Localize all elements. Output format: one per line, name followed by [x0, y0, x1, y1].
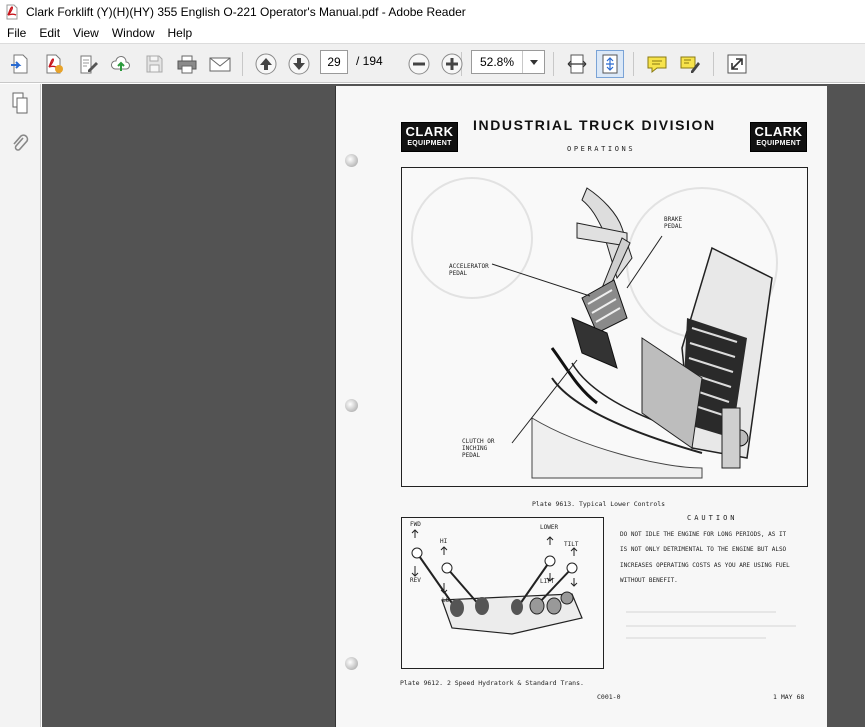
page-thumbnails-button[interactable] [7, 90, 33, 116]
figure-shift-levers [401, 517, 604, 669]
navigation-pane [0, 84, 41, 727]
brake-pedal-label: BRAKE PEDAL [664, 216, 683, 230]
lo-label: LO [442, 597, 450, 604]
caution-line: DO NOT IDLE THE ENGINE FOR LONG PERIODS, AS IT [620, 531, 787, 538]
fit-width-icon [566, 53, 588, 75]
zoom-select[interactable] [471, 50, 545, 74]
figure-caption: Plate 9613. Typical Lower Controls [532, 500, 666, 508]
open-file-button[interactable] [6, 50, 34, 78]
arrow-down-circle-icon [287, 52, 311, 76]
fit-page-icon [599, 53, 621, 75]
expand-icon [726, 53, 748, 75]
binder-hole [345, 657, 358, 670]
zoom-out-icon [407, 52, 431, 76]
page-number-input[interactable]: 29 [320, 50, 348, 74]
title-bar [0, 0, 865, 24]
sticky-note-button[interactable] [643, 50, 671, 78]
fit-width-button[interactable] [563, 50, 591, 78]
menu-file[interactable]: File [7, 26, 27, 40]
create-pdf-button[interactable] [40, 50, 68, 78]
pdf-page [335, 86, 827, 727]
next-page-button[interactable] [285, 50, 313, 78]
figure-lower-controls [401, 167, 808, 487]
clark-logo [401, 122, 458, 152]
page-total: / 194 [356, 54, 383, 68]
paperclip-icon [10, 133, 30, 155]
attachments-button[interactable] [7, 131, 33, 157]
footer-code: C001-0 [597, 693, 621, 701]
menu-bar [0, 24, 865, 43]
zoom-in-button[interactable] [438, 50, 466, 78]
previous-page-button[interactable] [252, 50, 280, 78]
rev-label: REV [410, 577, 421, 584]
menu-edit[interactable]: Edit [39, 26, 61, 40]
email-icon [208, 53, 232, 75]
toolbar-separator [242, 52, 243, 76]
upload-cloud-button[interactable] [107, 50, 135, 78]
open-file-icon [9, 53, 31, 75]
create-pdf-icon [43, 53, 65, 75]
logo-text: CLARK [754, 124, 803, 139]
clutch-pedal-label: CLUTCH OR INCHING PEDAL [462, 438, 495, 459]
pages-icon [10, 92, 30, 114]
figure-caption: Plate 9612. 2 Speed Hydratork & Standard Trans. [400, 679, 584, 687]
cloud-upload-icon [110, 53, 132, 75]
footer-date: 1 MAY 68 [773, 693, 805, 701]
printer-icon [176, 53, 198, 75]
caution-line: IS NOT ONLY DETRIMENTAL TO THE ENGINE BUT ALSO [620, 546, 787, 553]
caution-heading: CAUTION [687, 514, 738, 522]
adobe-reader-icon [4, 4, 20, 20]
toolbar [0, 43, 865, 83]
lower-label: LOWER [540, 524, 559, 531]
edit-document-icon [77, 53, 99, 75]
caution-line: INCREASES OPERATING COSTS AS YOU ARE USING FUEL [620, 562, 790, 569]
logo-text: CLARK [405, 124, 454, 139]
toolbar-separator [633, 52, 634, 76]
save-icon [143, 53, 165, 75]
accelerator-pedal-label: ACCELERATOR PEDAL [449, 263, 489, 277]
comment-bubble-icon [645, 53, 669, 75]
toolbar-separator [553, 52, 554, 76]
caution-line: WITHOUT BENEFIT. [620, 577, 678, 584]
edit-pdf-button[interactable] [74, 50, 102, 78]
fwd-label: FWD [410, 521, 421, 528]
clark-logo [750, 122, 807, 152]
binder-hole [345, 399, 358, 412]
menu-window[interactable]: Window [111, 26, 155, 40]
window-title: Clark Forklift (Y)(H)(HY) 355 English O-221 Operator's Manual.pdf - Adobe Reader [26, 5, 466, 19]
highlight-text-button[interactable] [676, 50, 704, 78]
zoom-in-icon [440, 52, 464, 76]
print-button[interactable] [173, 50, 201, 78]
menu-help[interactable]: Help [167, 26, 193, 40]
arrow-up-circle-icon [254, 52, 278, 76]
document-subheading: OPERATIONS [567, 145, 636, 153]
hi-label: HI [440, 538, 448, 545]
full-screen-button[interactable] [723, 50, 751, 78]
zoom-value: 52.8% [480, 55, 515, 69]
binder-hole [345, 154, 358, 167]
bleed-through-text [626, 601, 796, 661]
fit-page-button[interactable] [596, 50, 624, 78]
email-button[interactable] [206, 50, 234, 78]
toolbar-separator [713, 52, 714, 76]
highlighter-icon [678, 53, 702, 75]
lift-label: LIFT [540, 578, 555, 585]
logo-subtext: EQUIPMENT [756, 140, 801, 147]
tilt-label: TILT [564, 541, 579, 548]
document-heading: INDUSTRIAL TRUCK DIVISION [473, 117, 716, 133]
zoom-out-button[interactable] [405, 50, 433, 78]
logo-subtext: EQUIPMENT [407, 140, 452, 147]
menu-view[interactable]: View [73, 26, 99, 40]
save-button[interactable] [140, 50, 168, 78]
chevron-down-icon[interactable] [522, 51, 544, 73]
